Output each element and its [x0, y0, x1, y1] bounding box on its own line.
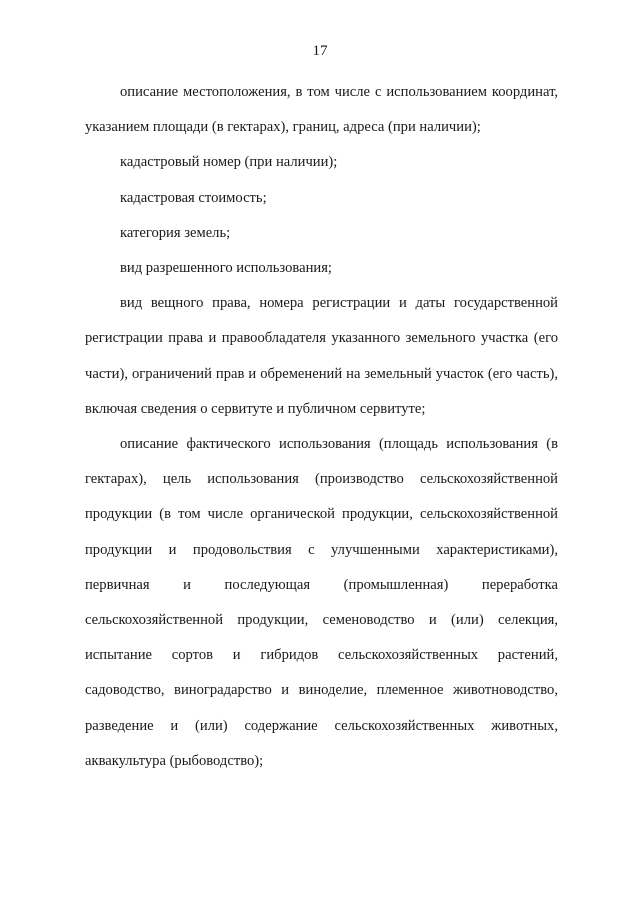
paragraph-land-category: категория земель;: [120, 224, 231, 241]
paragraph-permitted-use: вид разрешенного использования;: [120, 260, 332, 277]
paragraph-cadastral-value: кадастровая стоимость;: [120, 189, 267, 206]
paragraph-property-rights: вид вещного права, номера регистрации и даты государственной регистрации права и правообладателя указанного земельного участка (его части), ограничений прав и обременений на земельный участок (его часть), включая сведения о сервитуте и публичном сервитуте;: [85, 295, 558, 417]
paragraph-location-description: описание местоположения, в том числе с использованием координат, указанием площади (в гектарах), границ, адреса (при наличии);: [85, 84, 558, 136]
body-text: [85, 75, 558, 779]
paragraph-actual-use: описание фактического использования (площадь использования (в гектарах), цель использования (производство сельскохозяйственной продукции (в том числе органической продукции, сельскохозяйственной продукции и продовольствия с улучшенными характеристиками), первичная и последующая (промышленная) переработка сельскохозяйственной продукции, семеноводство и (или) селекция, испытание сортов и гибридов сельскохозяйственных растений, садоводство, виноградарство и виноделие, племенное животноводство, разведение и (или) содержание сельскохозяйственных животных, аквакультура (рыбоводство);: [85, 436, 558, 769]
page-number: 17: [312, 43, 328, 59]
paragraph-cadastral-number: кадастровый номер (при наличии);: [120, 154, 338, 171]
